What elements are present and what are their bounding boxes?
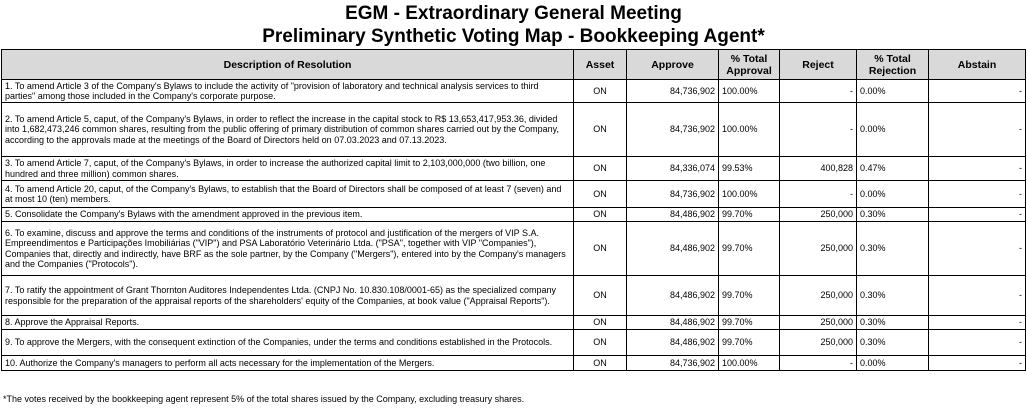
asset-cell: ON: [574, 103, 627, 157]
header-pct-approval: % Total Approval: [719, 50, 780, 80]
pct-rejection-cell: 0.30%: [857, 276, 929, 316]
pct-rejection-cell: 0.30%: [857, 316, 929, 330]
asset-cell: ON: [574, 208, 627, 222]
resolution-description: 1. To amend Article 3 of the Company's Bylaws to include the activity of "provision of laboratory and technical analysis services to third parties" among those included in the Company's corporate purpose.: [2, 80, 574, 103]
table-row: [2, 330, 1026, 356]
asset-cell: ON: [574, 276, 627, 316]
pct-rejection-cell: 0.00%: [857, 80, 929, 103]
table-row: [2, 157, 1026, 181]
approve-cell: 84,486,902: [627, 208, 719, 222]
approve-cell: 84,486,902: [627, 222, 719, 276]
reject-cell: 250,000: [780, 330, 857, 356]
abstain-cell: -: [929, 103, 1026, 157]
asset-cell: ON: [574, 80, 627, 103]
voting-map-table: [1, 49, 1026, 371]
pct-approval-cell: 99.70%: [719, 208, 780, 222]
abstain-cell: -: [929, 208, 1026, 222]
header-abstain: Abstain: [929, 50, 1026, 80]
reject-cell: 250,000: [780, 208, 857, 222]
asset-cell: ON: [574, 181, 627, 208]
resolution-description: 3. To amend Article 7, caput, of the Company's Bylaws, in order to increase the authorized capital limit to 2,103,000,000 (two billion, one hundred and three million) common shares.: [2, 157, 574, 181]
abstain-cell: -: [929, 157, 1026, 181]
approve-cell: 84,486,902: [627, 316, 719, 330]
reject-cell: 250,000: [780, 316, 857, 330]
abstain-cell: -: [929, 330, 1026, 356]
abstain-cell: -: [929, 222, 1026, 276]
asset-cell: ON: [574, 157, 627, 181]
pct-approval-cell: 100.00%: [719, 103, 780, 157]
asset-cell: ON: [574, 330, 627, 356]
reject-cell: 250,000: [780, 276, 857, 316]
approve-cell: 84,736,902: [627, 80, 719, 103]
pct-approval-cell: 99.70%: [719, 222, 780, 276]
approve-cell: 84,736,902: [627, 103, 719, 157]
pct-rejection-cell: 0.30%: [857, 208, 929, 222]
approve-cell: 84,736,902: [627, 356, 719, 371]
header-pct-rejection: % Total Rejection: [857, 50, 929, 80]
abstain-cell: -: [929, 316, 1026, 330]
header-description: Description of Resolution: [2, 50, 574, 80]
resolution-description: 10. Authorize the Company's managers to perform all acts necessary for the implementation of the Mergers.: [2, 356, 574, 371]
abstain-cell: -: [929, 356, 1026, 371]
resolution-description: 5. Consolidate the Company's Bylaws with the amendment approved in the previous item.: [2, 208, 574, 222]
approve-cell: 84,486,902: [627, 330, 719, 356]
resolution-description: 2. To amend Article 5, caput, of the Company's Bylaws, in order to reflect the increase in the capital stock to R$ 13,653,417,953.36, divided into 1,682,473,246 common shares, resulting from the public offering of primary distribution of common shares carried out by the Company, according to the approvals made at the meetings of the Board of Directors held on 07.03.2023 and 07.13.2023.: [2, 103, 574, 157]
abstain-cell: -: [929, 276, 1026, 316]
pct-approval-cell: 99.53%: [719, 157, 780, 181]
pct-approval-cell: 100.00%: [719, 356, 780, 371]
table-row: [2, 356, 1026, 371]
pct-approval-cell: 100.00%: [719, 181, 780, 208]
table-row: [2, 103, 1026, 157]
reject-cell: 400,828: [780, 157, 857, 181]
reject-cell: 250,000: [780, 222, 857, 276]
resolution-description: 6. To examine, discuss and approve the terms and conditions of the instruments of protocol and justification of the mergers of VIP S.A. Empreendimentos e Participações Imobiliárias ("VIP") and PSA Laboratório Veterinário Ltda. ("PSA", together with VIP "Companies"), Companies that, directly and indirectly, have BRF as the sole partner, by the Company ("Mergers"), entered into by the Company's managers and the Companies ("Protocols").: [2, 222, 574, 276]
pct-rejection-cell: 0.47%: [857, 157, 929, 181]
table-row: [2, 222, 1026, 276]
reject-cell: -: [780, 181, 857, 208]
resolution-description: 8. Approve the Appraisal Reports.: [2, 316, 574, 330]
asset-cell: ON: [574, 316, 627, 330]
abstain-cell: -: [929, 80, 1026, 103]
approve-cell: 84,736,902: [627, 181, 719, 208]
table-row: [2, 276, 1026, 316]
pct-approval-cell: 99.70%: [719, 316, 780, 330]
pct-approval-cell: 99.70%: [719, 276, 780, 316]
table-row: [2, 208, 1026, 222]
asset-cell: ON: [574, 356, 627, 371]
reject-cell: -: [780, 103, 857, 157]
document-title: EGM - Extraordinary General Meeting: [345, 3, 682, 24]
reject-cell: -: [780, 356, 857, 371]
pct-rejection-cell: 0.30%: [857, 330, 929, 356]
header-asset: Asset: [574, 50, 627, 80]
header-approve: Approve: [627, 50, 719, 80]
pct-rejection-cell: 0.00%: [857, 356, 929, 371]
table-header-row: [2, 50, 1026, 80]
pct-rejection-cell: 0.30%: [857, 222, 929, 276]
table-row: [2, 181, 1026, 208]
resolution-description: 4. To amend Article 20, caput, of the Company's Bylaws, to establish that the Board of Directors shall be composed of at least 7 (seven) and at most 10 (ten) members.: [2, 181, 574, 208]
asset-cell: ON: [574, 222, 627, 276]
abstain-cell: -: [929, 181, 1026, 208]
reject-cell: -: [780, 80, 857, 103]
header-reject: Reject: [780, 50, 857, 80]
footnote: *The votes received by the bookkeeping agent represent 5% of the total shares issued by the Company, excluding treasury shares.: [3, 394, 525, 404]
pct-rejection-cell: 0.00%: [857, 181, 929, 208]
approve-cell: 84,486,902: [627, 276, 719, 316]
resolution-description: 9. To approve the Mergers, with the consequent extinction of the Companies, under the terms and conditions established in the Protocols.: [2, 330, 574, 356]
document-subtitle: Preliminary Synthetic Voting Map - Bookkeeping Agent*: [262, 26, 765, 47]
pct-approval-cell: 99.70%: [719, 330, 780, 356]
approve-cell: 84,336,074: [627, 157, 719, 181]
pct-approval-cell: 100.00%: [719, 80, 780, 103]
table-row: [2, 316, 1026, 330]
resolution-description: 7. To ratify the appointment of Grant Thornton Auditores Independentes Ltda. (CNPJ No. 10.830.108/0001-65) as the specialized company responsible for the preparation of the appraisal reports of the shareholders' equity of the Companies, at book value ("Appraisal Reports").: [2, 276, 574, 316]
table-row: [2, 80, 1026, 103]
pct-rejection-cell: 0.00%: [857, 103, 929, 157]
